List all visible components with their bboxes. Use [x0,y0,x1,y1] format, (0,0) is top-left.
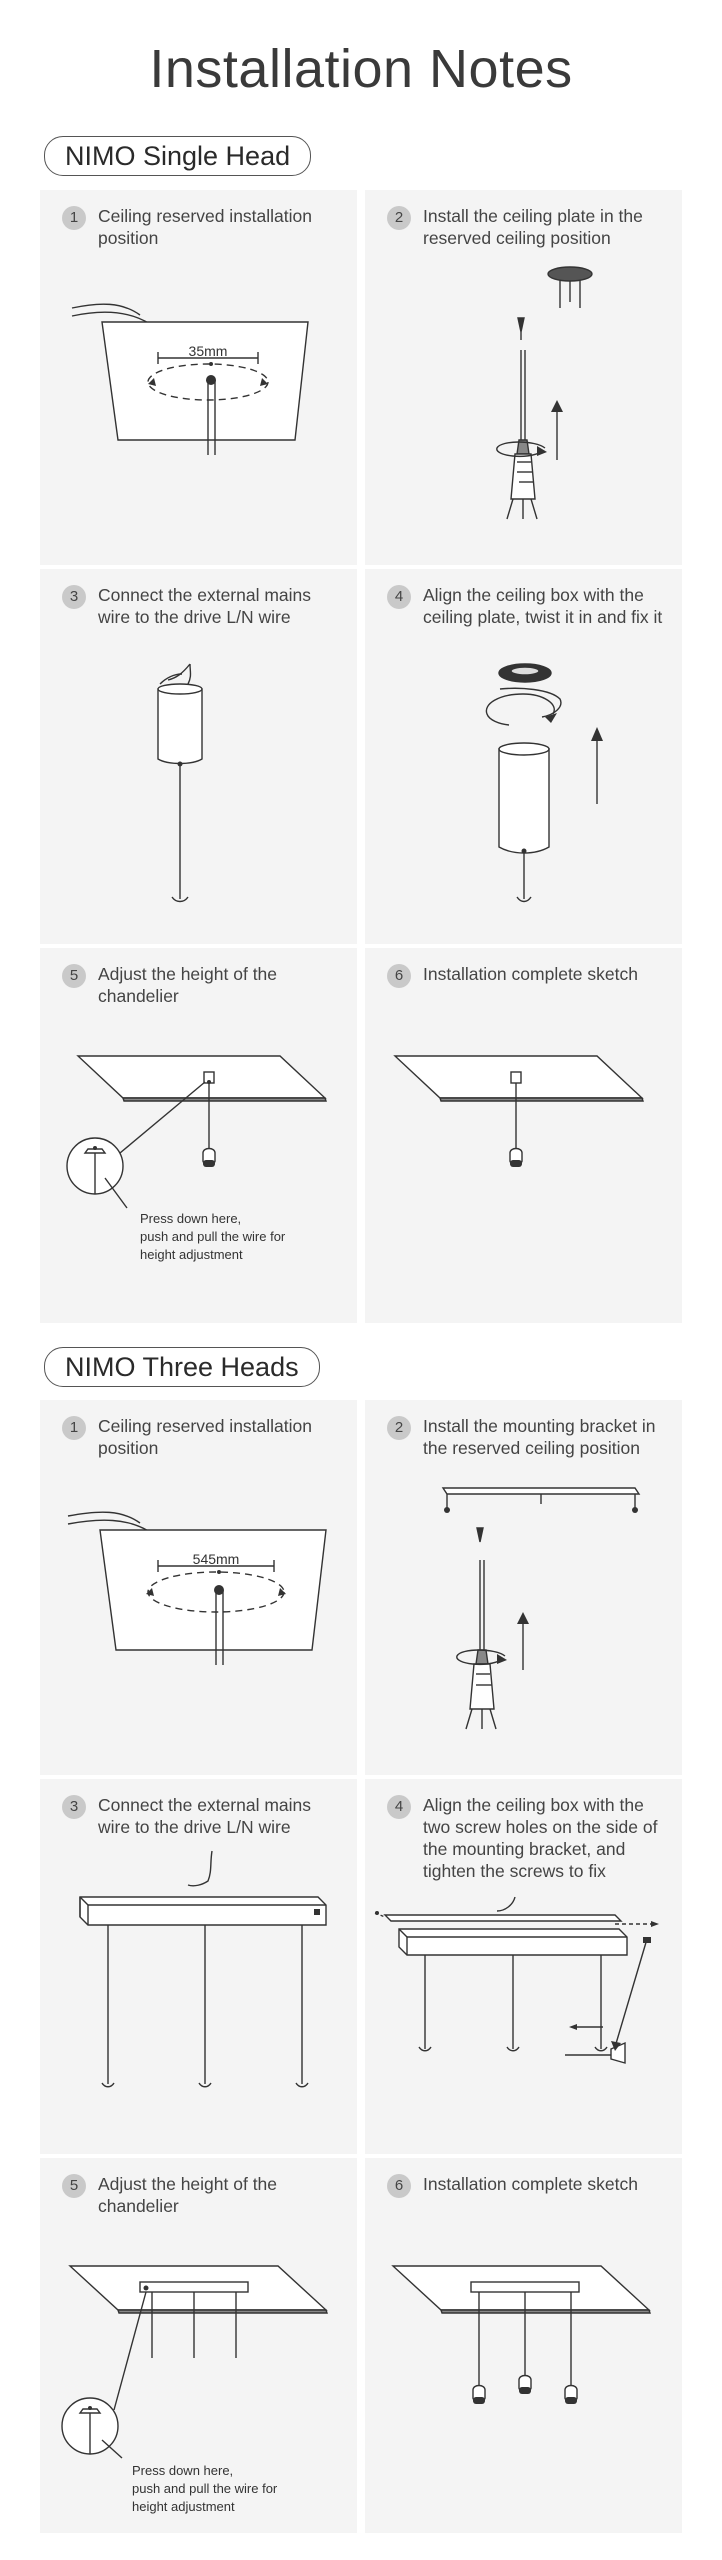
step-text: Connect the external mains wire to the drive L/N wire [98,1795,312,1837]
wire-connection-illustration [40,1779,357,2154]
steps-grid-single [40,190,682,1323]
step-text: Connect the external mains wire to the drive L/N wire [98,585,312,627]
mounting-bracket-install-illustration [365,1400,682,1775]
step-number: 3 [62,585,86,609]
step-card [40,569,357,944]
note-line: push and pull the wire for [140,1229,286,1244]
step-text: Install the mounting bracket in the reserved ceiling position [423,1416,656,1458]
single-complete-illustration [365,948,682,1323]
step-text: Installation complete sketch [423,2174,638,2194]
step-number: 2 [387,1416,411,1440]
step-number: 1 [62,206,86,230]
step-text: Align the ceiling box with the two screw holes on the side of the mounting bracket, and tighten the screws to fix [423,1795,658,1881]
dimension-label: 35mm [188,343,228,359]
ceiling-plate-install-illustration [365,190,682,565]
wire-connection-illustration [40,569,357,944]
step-card [365,1400,682,1775]
step-number: 5 [62,964,86,988]
step-card [365,190,682,565]
three-heads-complete-illustration [365,2158,682,2533]
dimension-label: 545mm [192,1551,240,1567]
note-line: height adjustment [140,1247,243,1262]
step-number: 6 [387,2174,411,2198]
step-card [40,2158,357,2533]
step-number: 2 [387,206,411,230]
note-line: height adjustment [132,2499,235,2514]
ceiling-box-illustration [40,190,357,565]
step-card [365,948,682,1323]
step-card [40,1400,357,1775]
step-text: Adjust the height of the chandelier [98,2174,278,2216]
ceiling-box-twist-illustration [365,569,682,944]
step-card [365,1779,682,2154]
note-line: Press down here, [140,1211,242,1226]
note-line: Press down here, [132,2463,234,2478]
note-line: push and pull the wire for [132,2481,278,2496]
height-adjust-illustration [40,948,357,1323]
step-number: 5 [62,2174,86,2198]
instruction-note [132,2462,277,2516]
step-text: Adjust the height of the chandelier [98,964,278,1006]
step-card [365,569,682,944]
step-text: Align the ceiling box with the ceiling plate, twist it in and fix it [423,585,663,627]
step-number: 4 [387,1795,411,1819]
step-number: 3 [62,1795,86,1819]
step-card [365,2158,682,2533]
section-heading-single: NIMO Single Head [44,136,311,176]
ceiling-box-screw-illustration [365,1779,682,2154]
page-title: Installation Notes [149,39,573,99]
instruction-note [140,1210,285,1264]
step-text: Install the ceiling plate in the reserved ceiling position [423,206,643,248]
step-number: 6 [387,964,411,988]
steps-grid-three [40,1400,682,2533]
step-card [40,948,357,1323]
step-card [40,190,357,565]
step-text: Ceiling reserved installation position [98,206,312,248]
step-text: Installation complete sketch [423,964,638,984]
section-heading-three: NIMO Three Heads [44,1347,320,1387]
step-number: 1 [62,1416,86,1440]
step-text: Ceiling reserved installation position [98,1416,312,1458]
step-number: 4 [387,585,411,609]
step-card [40,1779,357,2154]
ceiling-box-illustration [40,1400,357,1775]
